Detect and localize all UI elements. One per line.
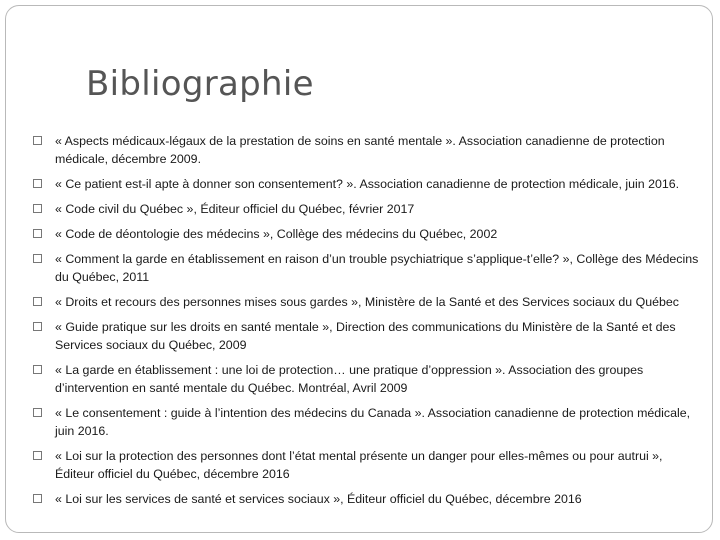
bibliography-entry	[33, 490, 701, 508]
bibliography-entry	[33, 404, 701, 440]
bibliography-entry	[33, 250, 701, 286]
entry-spacer	[33, 354, 701, 361]
entry-spacer	[33, 311, 701, 318]
slide	[5, 5, 713, 533]
square-bullet-icon	[33, 297, 42, 306]
bibliography-entry	[33, 447, 701, 483]
entry-spacer	[33, 193, 701, 200]
square-bullet-icon	[33, 365, 42, 374]
entry-spacer	[33, 440, 701, 447]
entry-spacer	[33, 483, 701, 490]
square-bullet-icon	[33, 451, 42, 460]
bibliography-entry	[33, 293, 701, 311]
entry-text: « La garde en établissement : une loi de protection… une pratique d’oppression ». Association des groupes d’intervention en santé mentale du Québec. Montréal, Avril 2009	[55, 363, 644, 395]
entry-text: « Aspects médicaux-légaux de la prestation de soins en santé mentale ». Association canadienne de protection médicale, décembre 2009.	[55, 134, 665, 166]
slide-title: Bibliographie	[86, 64, 314, 104]
bibliography-entry	[33, 318, 701, 354]
square-bullet-icon	[33, 254, 42, 263]
square-bullet-icon	[33, 494, 42, 503]
square-bullet-icon	[33, 136, 42, 145]
square-bullet-icon	[33, 408, 42, 417]
entry-text: « Ce patient est-il apte à donner son consentement? ». Association canadienne de protection médicale, juin 2016.	[55, 177, 680, 191]
bibliography-entry	[33, 175, 701, 193]
entry-spacer	[33, 218, 701, 225]
entry-text: « Droits et recours des personnes mises sous gardes », Ministère de la Santé et des Services sociaux du Québec	[55, 295, 679, 309]
entry-text: « Loi sur les services de santé et services sociaux », Éditeur officiel du Québec, décembre 2016	[55, 492, 582, 506]
entry-spacer	[33, 243, 701, 250]
entry-spacer	[33, 286, 701, 293]
bibliography-entry	[33, 132, 701, 168]
entry-text: « Comment la garde en établissement en raison d’un trouble psychiatrique s’applique-t’elle? », Collège des Médecins du Québec, 2011	[55, 252, 699, 284]
square-bullet-icon	[33, 322, 42, 331]
square-bullet-icon	[33, 229, 42, 238]
square-bullet-icon	[33, 204, 42, 213]
entry-text: « Loi sur la protection des personnes dont l’état mental présente un danger pour elles-mêmes ou pour autrui », Éditeur officiel du Québec, décembre 2016	[55, 449, 663, 481]
entry-spacer	[33, 168, 701, 175]
entry-text: « Guide pratique sur les droits en santé mentale », Direction des communications du Ministère de la Santé et des Services sociaux du Québec, 2009	[55, 320, 676, 352]
bibliography-list	[33, 132, 701, 508]
entry-text: « Le consentement : guide à l’intention des médecins du Canada ». Association canadienne de protection médicale, juin 2016.	[55, 406, 691, 438]
square-bullet-icon	[33, 179, 42, 188]
entry-text: « Code de déontologie des médecins », Collège des médecins du Québec, 2002	[55, 227, 498, 241]
entry-spacer	[33, 397, 701, 404]
bibliography-entry	[33, 225, 701, 243]
bibliography-entry	[33, 200, 701, 218]
entry-text: « Code civil du Québec », Éditeur officiel du Québec, février 2017	[55, 202, 415, 216]
bibliography-entry	[33, 361, 701, 397]
